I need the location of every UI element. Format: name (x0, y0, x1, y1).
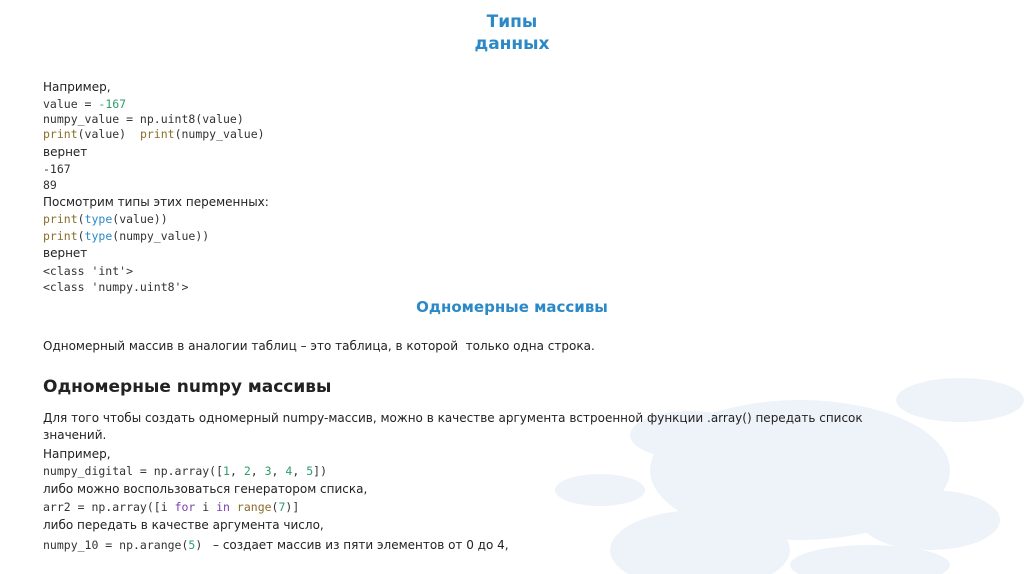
output-class-uint8: <class 'numpy.uint8'> (43, 280, 189, 294)
section-title: Одномерные массивы (416, 298, 608, 316)
numpy-paragraph: Для того чтобы создать одномерный numpy-массив, можно в качестве аргумента встроенной функции .array() передать список значений. (43, 411, 863, 442)
returns-label: вернет (43, 145, 88, 159)
output-class-int: <class 'int'> (43, 264, 134, 278)
section-definition: Одномерный массив в аналогии таблиц – это таблица, в которой только одна строка. (43, 339, 595, 353)
code-line-arange: numpy_10 = np.arange(5) – создает массив из пяти элементов от 0 до 4, (43, 538, 509, 552)
output-line-1: -167 (43, 162, 71, 176)
code-line-arr2: arr2 = np.array([i for i in range(7)] (43, 500, 300, 514)
code-line-print-type-numpy: print(type(numpy_value)) (43, 229, 210, 243)
numpy-heading: Одномерные numpy массивы (43, 377, 332, 397)
code-line-value: value = -167 (43, 97, 127, 111)
code-number: -167 (98, 97, 127, 111)
returns-label-2: вернет (43, 246, 88, 260)
example-intro: Например, (43, 80, 111, 94)
code-line-numpy-digital: numpy_digital = np.array([1, 2, 3, 4, 5]) (43, 464, 327, 478)
slide-title-line2: данных (474, 34, 550, 54)
code-line-print-type-value: print(type(value)) (43, 212, 168, 226)
generator-text: либо можно воспользоваться генератором списка, (43, 482, 368, 496)
output-line-2: 89 (43, 178, 57, 192)
types-intro: Посмотрим типы этих переменных: (43, 195, 269, 209)
number-text: либо передать в качестве аргумента число, (43, 518, 324, 532)
numpy-example-intro: Например, (43, 447, 111, 461)
slide-title-line1: Типы (486, 12, 538, 32)
code-line-print: print(value) print(numpy_value) (43, 127, 265, 141)
code-line-numpy-value: numpy_value = np.uint8(value) (43, 112, 244, 126)
